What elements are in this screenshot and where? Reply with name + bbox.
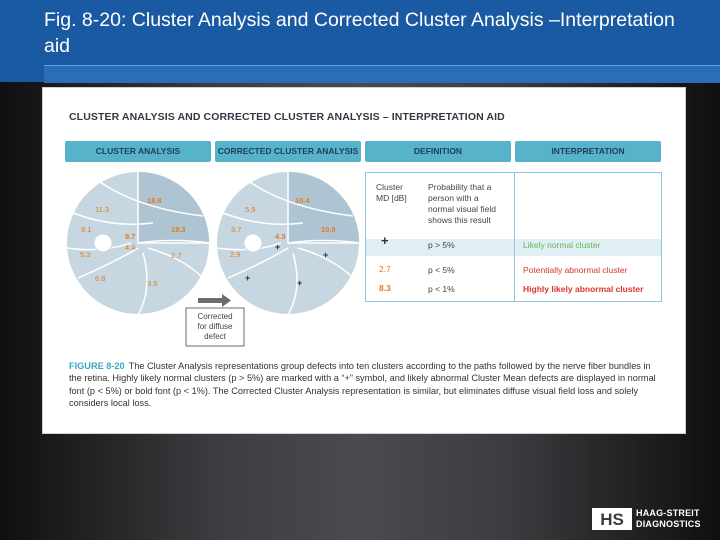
- column-header-definition: DEFINITION: [365, 141, 511, 162]
- cluster-value: 5.9: [245, 205, 256, 214]
- brand-name-line2: DIAGNOSTICS: [636, 519, 701, 529]
- figure-heading: CLUSTER ANALYSIS AND CORRECTED CLUSTER ANALYSIS – INTERPRETATION AID: [69, 111, 505, 123]
- svg-text:defect: defect: [204, 332, 226, 341]
- legend-row-highlight: [366, 239, 661, 256]
- legend-row-abnormal-value: 8.3: [379, 283, 391, 293]
- cluster-value: 6.8: [95, 274, 106, 283]
- cluster-value: 9.1: [81, 225, 92, 234]
- cluster-value: 3.7: [231, 225, 242, 234]
- legend-panel: [365, 172, 662, 302]
- cluster-value: 2.7: [171, 251, 182, 260]
- haag-streit-logo: [592, 507, 707, 531]
- svg-text:for diffuse: for diffuse: [197, 322, 233, 331]
- cluster-value: 10.9: [321, 225, 336, 234]
- blind-spot: [244, 234, 262, 252]
- caption-text: The Cluster Analysis representations group defects into ten clusters according to the paths followed by the nerve fiber bundles in the retina. Highly likely normal clusters (p > 5%) are marked with a “+” symbol, and likely abnormal Cluster Mean defects are displayed in normal font (p < 5%) or bold font (p < 1%). The Corrected Cluster Analysis representation is similar, but eliminates diffuse visual field loss and solely considers local loss.: [69, 361, 656, 408]
- cluster-value: 3.5: [147, 279, 158, 288]
- corrected-cluster-analysis-field: [216, 171, 360, 315]
- svg-text:HS: HS: [600, 510, 624, 529]
- legend-row-normal-probability: p > 5%: [428, 240, 455, 250]
- cluster-plus-symbol: +: [245, 273, 251, 283]
- svg-text:Corrected: Corrected: [197, 312, 233, 321]
- slide-title: Fig. 8-20: Cluster Analysis and Corrected Cluster Analysis –Interpretation aid: [44, 9, 675, 57]
- cluster-value: 9.7: [125, 232, 136, 241]
- cluster-value: 19.3: [171, 225, 186, 234]
- legend-col2-header-line1: Probability that a: [428, 182, 492, 192]
- cluster-plus-symbol: +: [297, 278, 303, 288]
- cluster-value: 2.9: [230, 250, 241, 259]
- legend-col2-header-line2: person with a: [428, 193, 479, 203]
- hs-logo-mark-icon: [592, 508, 632, 530]
- cluster-value: 11.3: [95, 205, 110, 214]
- legend-row-potential-interpretation: Potentially abnormal cluster: [523, 265, 628, 275]
- cluster-value: 4.3: [275, 232, 286, 241]
- caption-label: FIGURE 8-20: [69, 361, 125, 371]
- legend-row-normal-symbol: +: [381, 233, 389, 248]
- cluster-value: 4.4: [125, 243, 136, 252]
- cluster-value: 5.3: [80, 250, 91, 259]
- legend-row-potential-probability: p < 5%: [428, 265, 455, 275]
- legend-col2-header-line3: normal visual field: [428, 204, 497, 214]
- legend-row-abnormal-interpretation: Highly likely abnormal cluster: [523, 284, 644, 294]
- brand-name-line1: HAAG-STREIT: [636, 508, 700, 518]
- column-header-cluster-analysis: CLUSTER ANALYSIS: [65, 141, 211, 162]
- arrow-icon: [198, 294, 231, 307]
- figure-card: [42, 87, 686, 434]
- legend-row-normal-interpretation: Likely normal cluster: [523, 240, 601, 250]
- blind-spot: [94, 234, 112, 252]
- column-header-corrected-cluster-analysis: CORRECTED CLUSTER ANALYSIS: [215, 141, 361, 162]
- cluster-plus-symbol: +: [323, 250, 329, 260]
- legend-row-potential-value: 2.7: [379, 264, 391, 274]
- cluster-plus-symbol: +: [275, 242, 281, 252]
- legend-row-abnormal-probability: p < 1%: [428, 284, 455, 294]
- column-header-interpretation: INTERPRETATION: [515, 141, 661, 162]
- cluster-value: 10.4: [295, 196, 310, 205]
- cluster-analysis-field: [66, 171, 210, 315]
- header-rule: [44, 65, 720, 83]
- legend-col2-header-line4: shows this result: [428, 215, 491, 225]
- legend-col1-header-line1: Cluster: [376, 182, 403, 192]
- legend-col1-header-line2: MD [dB]: [376, 193, 407, 203]
- cluster-value: 18.8: [147, 196, 162, 205]
- figure-caption: [69, 360, 664, 409]
